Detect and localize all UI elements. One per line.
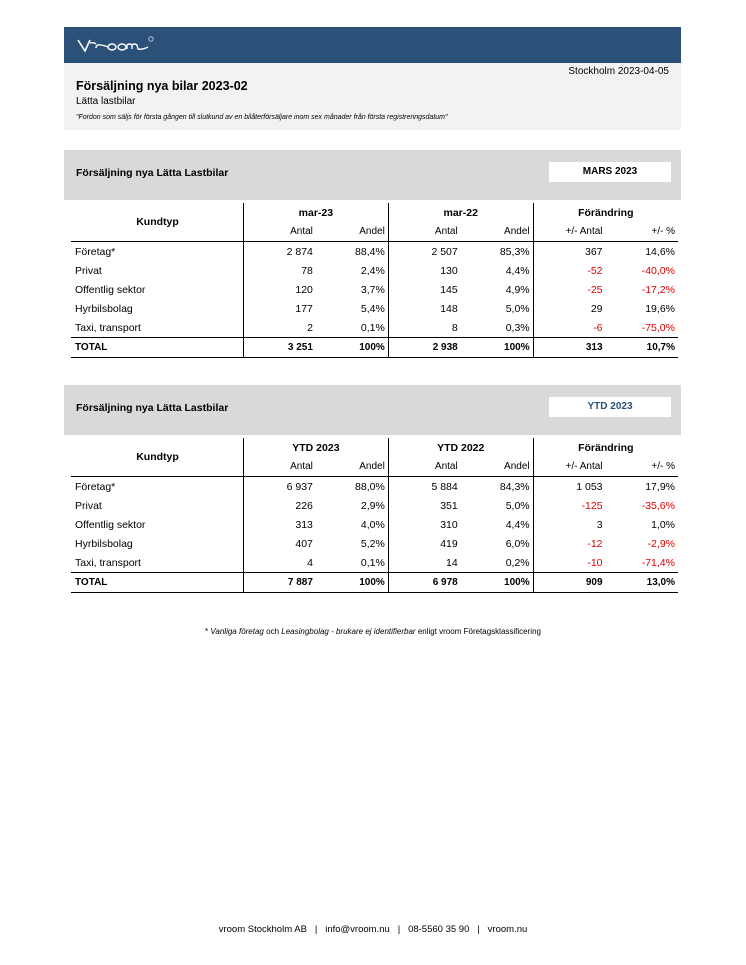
cell-value: 88,0% [316,477,388,497]
total-value: 100% [461,338,533,358]
row-label: Företag* [71,477,244,497]
row-label: Offentlig sektor [75,283,146,296]
document-header [64,63,681,130]
cell-value: -40,0% [641,264,675,277]
document-subtitle: Lätta lastbilar [76,96,136,107]
cell-value: 0,1% [360,556,385,569]
sub-header: Andel [359,461,385,472]
document-title: Försäljning nya bilar 2023-02 [76,79,248,93]
cell-value: -25 [533,280,605,299]
cell-value: 5,2% [360,537,385,550]
month-section [64,150,681,358]
table-row [71,477,678,497]
cell-value: -17,2% [641,283,675,296]
cell-value: 78 [244,261,316,280]
group-current-header: YTD 2023 [244,438,389,457]
total-value: 313 [533,338,605,358]
cell-value: 351 [388,496,460,515]
sub-header: +/- Antal [533,222,605,242]
cell-value: 2 [244,318,316,338]
cell-value: 5,0% [505,302,530,315]
sub-header: +/- % [651,461,675,472]
sub-header: Andel [504,461,530,472]
month-table [71,203,678,358]
sub-header: Antal [244,457,316,477]
row-label: Privat [75,264,102,277]
cell-value: 120 [244,280,316,299]
table-row [71,553,678,573]
sub-header: +/- Antal [533,457,605,477]
cell-value: -71,4% [641,556,675,569]
row-label: Taxi, transport [75,321,141,334]
footnote-part: Leasingbolag - brukare ej identifierbar [281,627,416,636]
footnote-part: och [266,627,280,636]
ytd-period-label: YTD 2023 [549,397,671,417]
cell-value: 6 937 [244,477,316,497]
cell-value: 2 507 [388,242,460,262]
sub-header: Antal [244,222,316,242]
cell-value: 17,9% [606,477,678,497]
table-row [71,496,678,515]
footnote-part: enligt vroom Företagsklassificering [417,627,541,636]
ytd-table [71,438,678,593]
kundtyp-header: Kundtyp [136,451,179,463]
total-value: 13,0% [606,573,678,593]
cell-value: 4,0% [360,518,385,531]
cell-value: 0,1% [360,321,385,334]
cell-value: 177 [244,299,316,318]
contact-footer: vroom Stockholm AB | info@vroom.nu | 08-5560 35 90 | vroom.nu [218,924,528,935]
cell-value: 130 [388,261,460,280]
table-row [71,261,678,280]
total-value: 7 887 [244,573,316,593]
cell-value: 29 [533,299,605,318]
total-value: 10,7% [606,338,678,358]
cell-value: 1 053 [533,477,605,497]
table-row [71,515,678,534]
cell-value: 367 [533,242,605,262]
ytd-section [64,385,681,593]
cell-value: 2,4% [360,264,385,277]
footnote-part: Vanliga företag [210,627,264,636]
sub-header: Andel [504,226,530,237]
sub-header: Antal [388,457,460,477]
cell-value: 1,0% [651,518,675,531]
month-section-title: Försäljning nya Lätta Lastbilar [76,167,229,179]
total-label: TOTAL [71,573,244,593]
sub-header: Antal [388,222,460,242]
table-row [71,534,678,553]
vroom-logo [76,34,166,56]
sub-header: +/- % [651,226,675,237]
dateline: Stockholm 2023-04-05 [568,66,669,77]
cell-value: 419 [388,534,460,553]
cell-value: -35,6% [641,499,675,512]
total-value: 6 978 [388,573,460,593]
month-period-label: MARS 2023 [549,162,671,182]
definition-note: "Fordon som säljs för första gången till slutkund av en bilåterförsäljare inom sex månader från första registreringsdatum" [76,114,448,121]
total-label: TOTAL [71,338,244,358]
kundtyp-header: Kundtyp [136,216,179,228]
cell-value: 0,3% [505,321,530,334]
table-row [71,318,678,338]
cell-value: 4,4% [505,518,530,531]
group-current-header: mar-23 [244,203,389,222]
cell-value: 5,0% [505,499,530,512]
cell-value: -12 [533,534,605,553]
ytd-rows [71,477,678,593]
cell-value: 2,9% [360,499,385,512]
cell-value: 4,9% [505,283,530,296]
table-row [71,280,678,299]
cell-value: 2 874 [244,242,316,262]
row-label: Företag* [71,242,244,262]
total-value: 100% [316,573,388,593]
cell-value: -52 [533,261,605,280]
cell-value: 5,4% [360,302,385,315]
cell-value: 3,7% [360,283,385,296]
cell-value: -10 [533,553,605,573]
cell-value: -2,9% [647,537,675,550]
cell-value: -125 [533,496,605,515]
cell-value: 3 [533,515,605,534]
cell-value: 4 [244,553,316,573]
row-label: Offentlig sektor [75,518,146,531]
brand-banner [64,27,681,63]
cell-value: 4,4% [505,264,530,277]
cell-value: 14,6% [606,242,678,262]
group-change-header: Förändring [533,203,678,222]
table-row [71,242,678,262]
cell-value: 14 [388,553,460,573]
cell-value: -6 [533,318,605,338]
month-section-header [64,150,681,200]
total-value: 3 251 [244,338,316,358]
total-value: 2 938 [388,338,460,358]
cell-value: 310 [388,515,460,534]
cell-value: 0,2% [505,556,530,569]
cell-value: 313 [244,515,316,534]
row-label: Hyrbilsbolag [75,302,133,315]
total-value: 100% [461,573,533,593]
total-row [71,573,678,593]
footnote [0,627,746,636]
sub-header: Andel [359,226,385,237]
cell-value: 84,3% [461,477,533,497]
total-row [71,338,678,358]
row-label: Taxi, transport [75,556,141,569]
cell-value: 8 [388,318,460,338]
cell-value: -75,0% [641,321,675,334]
total-value: 909 [533,573,605,593]
cell-value: 148 [388,299,460,318]
cell-value: 5 884 [388,477,460,497]
row-label: Privat [75,499,102,512]
group-change-header: Förändring [533,438,678,457]
cell-value: 145 [388,280,460,299]
cell-value: 88,4% [316,242,388,262]
cell-value: 226 [244,496,316,515]
cell-value: 19,6% [645,302,675,315]
total-value: 100% [316,338,388,358]
row-label: Hyrbilsbolag [75,537,133,550]
cell-value: 407 [244,534,316,553]
footnote-star: * [205,627,209,636]
month-rows [71,242,678,358]
ytd-section-title: Försäljning nya Lätta Lastbilar [76,402,229,414]
table-row [71,299,678,318]
ytd-section-header [64,385,681,435]
group-previous-header: YTD 2022 [388,438,533,457]
cell-value: 6,0% [505,537,530,550]
cell-value: 85,3% [461,242,533,262]
group-previous-header: mar-22 [388,203,533,222]
